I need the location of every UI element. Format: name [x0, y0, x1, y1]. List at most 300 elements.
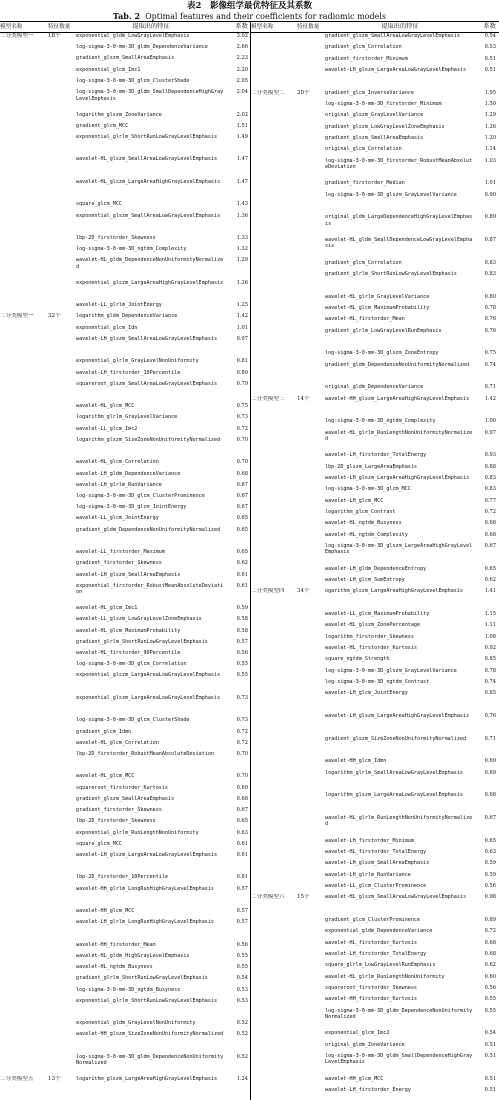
coef-cell: 0.83 — [484, 270, 496, 277]
model-cell — [251, 928, 297, 939]
count-cell — [48, 874, 76, 885]
feature-cell: wavelet-LH_gldm_DependenceEntropy — [325, 565, 427, 572]
table-row — [0, 785, 249, 796]
table-row — [251, 668, 499, 679]
count-cell — [48, 1031, 76, 1053]
table-row — [0, 695, 249, 717]
table-row — [251, 736, 499, 759]
coef-cell: 1.42 — [236, 313, 248, 320]
feature-cell: wavelet-LL_glcm_MaximumProbability — [325, 610, 430, 617]
coef-cell: 2.20 — [236, 66, 248, 73]
model-cell — [0, 302, 48, 313]
feature-cell: wavelet-LH_glrlm_LongRunHighGrayLevelEmphasis — [76, 919, 215, 926]
coef-cell: 0.78 — [484, 304, 496, 311]
feature-cell: wavelet-HH_glcm_MCC — [76, 908, 135, 915]
model-cell — [0, 123, 48, 134]
table-row — [0, 358, 249, 369]
feature-cell: exponential_glrlm_GrayLevelNonUniformity — [76, 358, 199, 365]
count-cell — [48, 381, 76, 403]
count-cell — [297, 464, 325, 475]
count-cell — [48, 841, 76, 852]
count-cell — [297, 690, 325, 713]
model-cell — [0, 246, 48, 257]
feature-cell: exponential_glcm_Imc1 — [76, 66, 141, 73]
coef-cell: 2.02 — [236, 111, 248, 118]
count-cell — [297, 124, 325, 135]
table-row — [251, 350, 499, 361]
count-cell — [297, 316, 325, 327]
feature-cell: square_glcm_MCC — [76, 201, 123, 208]
model-cell — [251, 509, 297, 520]
feature-cell: original_glszm_GrayLevelVariance — [325, 112, 424, 119]
model-cell — [251, 430, 297, 453]
table-row — [0, 1031, 249, 1053]
feature-cell: wavelet-HL_glszm_LargeAreaHighGrayLevelEmphasis — [76, 178, 221, 185]
table-row — [0, 381, 249, 403]
model-cell — [0, 336, 48, 358]
coef-cell: 1.47 — [236, 156, 248, 163]
count-cell — [48, 55, 76, 66]
feature-cell: lbp-2D_firstorder_Skewness — [76, 234, 156, 241]
table-row — [251, 135, 499, 146]
feature-cell: wavelet-LH_glszm_SmallAreaLowGrayLevelEmphasis — [76, 335, 218, 342]
count-cell — [48, 583, 76, 605]
count-cell — [297, 237, 325, 260]
model-cell — [251, 328, 297, 351]
model-cell — [251, 872, 297, 883]
header-coef: 系数 — [483, 23, 496, 30]
model-cell — [0, 44, 48, 55]
count-cell — [297, 498, 325, 509]
model-cell — [251, 996, 297, 1007]
model-cell — [251, 350, 297, 361]
count-cell — [48, 201, 76, 212]
feature-cell: square_glcm_MCC — [76, 840, 123, 847]
table-row — [0, 403, 249, 414]
table-row — [251, 872, 499, 883]
table-row — [0, 628, 249, 639]
count-cell — [297, 328, 325, 351]
feature-cell: wavelet-HL_gldm_HighGrayLevelEmphasis — [76, 952, 190, 959]
header-feature: 提取出的特征 — [132, 23, 170, 30]
model-cell — [0, 661, 48, 672]
count-cell — [297, 452, 325, 463]
table-caption-zh: 表2 影像组学最优特征及其系数 — [187, 1, 312, 11]
table-row — [0, 729, 249, 740]
feature-cell: wavelet-HH_glrlm_LongRunHighGrayLevelEmphasis — [76, 885, 215, 892]
table-row — [0, 661, 249, 672]
coef-cell: 1.36 — [236, 212, 248, 219]
table-row — [0, 919, 249, 941]
table-row — [0, 583, 249, 605]
table-row — [0, 493, 249, 504]
coef-cell: 0.63 — [484, 848, 496, 855]
coef-cell: 0.59 — [484, 871, 496, 878]
coef-cell: 0.55 — [484, 1007, 496, 1014]
coef-cell: 0.62 — [484, 962, 496, 969]
feature-cell: original_gldm_DependenceVariance — [325, 384, 424, 391]
table-row — [0, 605, 249, 616]
feature-cell: wavelet-LH_glrlm_RunVariance — [76, 481, 162, 488]
header-row-right — [251, 22, 499, 33]
coef-cell: 2.05 — [236, 77, 248, 84]
table-row — [0, 515, 249, 526]
coef-cell: 1.51 — [236, 122, 248, 129]
coef-cell: 0.55 — [236, 964, 248, 971]
coef-cell: 0.80 — [236, 369, 248, 376]
coef-cell: 0.56 — [484, 984, 496, 991]
feature-cell: wavelet-HL_glcm_Correlation — [76, 459, 159, 466]
table-row — [251, 951, 499, 962]
coef-cell: 0.89 — [484, 916, 496, 923]
table-row — [0, 908, 249, 919]
feature-cell: wavelet-HL_glcm_MaximumProbability — [325, 304, 430, 311]
feature-cell: wavelet-HH_firstorder_Mean — [76, 941, 156, 948]
table-row — [251, 1042, 499, 1053]
model-cell — [251, 758, 297, 769]
count-cell — [297, 770, 325, 793]
feature-cell: gradient_firstorder_Skewness — [76, 807, 162, 814]
coef-cell: 0.97 — [484, 429, 496, 436]
table-row — [0, 650, 249, 661]
count-cell — [48, 515, 76, 526]
table-row — [0, 964, 249, 975]
count-cell: 13个 — [48, 1076, 61, 1083]
feature-cell: wavelet-LH_glszm_LargeAreaHighGrayLevelEmphasis — [325, 474, 470, 481]
coef-cell: 0.57 — [236, 885, 248, 892]
count-cell — [48, 998, 76, 1020]
feature-cell: wavelet-HL_ngtdm_Complexity — [325, 531, 408, 538]
coef-cell: 0.72 — [236, 739, 248, 746]
feature-cell: gradient_firstorder_Skewness — [76, 560, 162, 567]
count-cell — [297, 815, 325, 838]
table-row — [251, 940, 499, 951]
coef-cell: 0.69 — [236, 784, 248, 791]
table-number: Tab. 2 — [112, 11, 141, 21]
coef-cell: 0.60 — [484, 973, 496, 980]
table-row — [251, 101, 499, 112]
feature-cell: log-sigma-3-0-mm-3D_glcm_ClusterShade — [76, 717, 190, 724]
header-count: 特征数量 — [297, 24, 320, 30]
coef-cell: 0.54 — [484, 1030, 496, 1037]
feature-cell: exponential_glrlm_ShortRunLowGrayLevelEmphasis — [76, 997, 218, 1004]
count-cell — [48, 426, 76, 437]
table-row — [251, 577, 499, 588]
table-row — [0, 235, 249, 246]
model-cell — [0, 560, 48, 571]
feature-cell: gradient_glszm_SmallAreaEmphasis — [325, 134, 424, 141]
feature-cell: log-sigma-3-0-mm-3D_gldm_DependenceNonUniformityNormalized — [76, 1053, 224, 1067]
right-table-body — [251, 33, 499, 1098]
coef-cell: 0.73 — [236, 694, 248, 701]
table-row — [251, 962, 499, 973]
count-cell — [48, 156, 76, 178]
count-cell — [48, 257, 76, 279]
table-row — [251, 656, 499, 667]
model-cell — [0, 953, 48, 964]
feature-cell: wavelet-LH_glszm_LargeAreaHighGrayLevelEmphasis — [325, 712, 470, 719]
count-cell — [48, 830, 76, 841]
model-cell — [251, 566, 297, 577]
table-row — [0, 112, 249, 123]
model-cell — [0, 987, 48, 998]
header-row-left — [0, 22, 249, 33]
model-cell — [0, 1054, 48, 1076]
table-title-en: Optimal features and their coefficients for radiomic models — [145, 12, 387, 21]
table-row — [0, 280, 249, 302]
feature-cell: wavelet-LH_glszm_LargeAreaLowGrayLevelEmphasis — [76, 851, 218, 858]
table-row — [251, 1087, 499, 1098]
model-cell — [251, 498, 297, 509]
feature-cell: wavelet-LL_firstorder_Maximum — [76, 549, 165, 556]
coef-cell: 0.62 — [236, 560, 248, 567]
table-row — [251, 271, 499, 294]
model-cell: 二分类模型三 — [251, 395, 285, 402]
model-cell — [0, 426, 48, 437]
model-cell — [251, 180, 297, 191]
coef-cell: 0.61 — [236, 874, 248, 881]
model-cell — [251, 815, 297, 838]
model-cell — [251, 418, 297, 429]
model-cell — [251, 486, 297, 497]
model-cell — [0, 717, 48, 728]
feature-cell: squareroot_firstorder_Kurtosis — [76, 784, 169, 791]
table-row — [251, 418, 499, 429]
model-cell — [251, 645, 297, 656]
coef-cell: 0.55 — [236, 661, 248, 668]
count-cell — [48, 650, 76, 661]
feature-cell: wavelet-LL_glrlm_JointEnergy — [76, 302, 162, 309]
header-model: 模型名称 — [251, 24, 274, 30]
count-cell — [48, 493, 76, 504]
header-coef: 系数 — [235, 23, 248, 30]
coef-cell: 1.01 — [484, 180, 496, 187]
feature-cell: logarithm_glcm_Contrast — [325, 508, 396, 515]
model-cell — [251, 146, 297, 157]
coef-cell: 0.55 — [236, 952, 248, 959]
count-cell — [297, 135, 325, 146]
model-cell — [251, 56, 297, 67]
model-cell — [0, 1020, 48, 1031]
coef-cell: 0.69 — [484, 769, 496, 776]
feature-cell: logarithm_glszm_ZoneVariance — [76, 111, 162, 118]
model-cell — [251, 736, 297, 759]
coef-cell: 0.59 — [236, 605, 248, 612]
table-row — [0, 1020, 249, 1031]
count-cell — [297, 112, 325, 123]
table-row — [251, 588, 499, 611]
feature-cell: exponential_glszm_LargeAreaLowGrayLevelEmphasis — [76, 672, 221, 679]
model-cell — [0, 695, 48, 717]
feature-cell: wavelet-LH_glrlm_RunVariance — [325, 871, 411, 878]
model-cell — [0, 796, 48, 807]
model-cell — [251, 135, 297, 146]
table-row — [0, 773, 249, 784]
model-cell — [0, 280, 48, 302]
table-row — [251, 622, 499, 633]
model-cell — [251, 294, 297, 305]
model-cell — [0, 482, 48, 493]
model-cell — [251, 668, 297, 679]
table-row — [251, 305, 499, 316]
count-cell — [48, 616, 76, 627]
count-cell — [297, 520, 325, 531]
coef-cell: 2.66 — [236, 44, 248, 51]
model-cell — [0, 213, 48, 235]
model-cell — [0, 830, 48, 841]
coef-cell: 0.56 — [236, 941, 248, 948]
feature-cell: square_glrlm_LowGrayLevelRunEmphasis — [325, 962, 436, 969]
model-cell — [251, 656, 297, 667]
feature-cell: exponential_glszm_LargeAreaLowGrayLevelEmphasis — [76, 694, 221, 701]
feature-cell: wavelet-HL_glszm_SmallAreaLowGrayLevelEmphasis — [325, 894, 467, 901]
coef-cell: 0.53 — [236, 986, 248, 993]
coef-cell: 0.68 — [236, 470, 248, 477]
count-cell — [297, 838, 325, 849]
table-row — [251, 860, 499, 871]
feature-cell: logarithm_glszm_SizeZoneNonUniformityNormalized — [76, 436, 221, 443]
table-row — [0, 471, 249, 482]
feature-cell: wavelet-LH_glcm_JointEnergy — [325, 690, 408, 697]
model-cell — [0, 112, 48, 123]
count-cell — [297, 180, 325, 191]
feature-cell: logarithm_glszm_LargeAreaLowGrayLevelEmphasis — [325, 792, 464, 799]
count-cell: 14个 — [297, 395, 310, 402]
count-cell — [48, 403, 76, 414]
model-cell — [0, 471, 48, 482]
model-cell — [0, 515, 48, 526]
table-row — [0, 751, 249, 773]
table-row — [251, 146, 499, 157]
table-row — [251, 1030, 499, 1041]
right-column — [251, 22, 499, 1098]
feature-cell: wavelet-HH_firstorder_Kurtosis — [325, 996, 418, 1003]
table-row — [251, 1053, 499, 1076]
count-cell — [297, 736, 325, 759]
coef-cell: 2.23 — [236, 55, 248, 62]
model-cell — [251, 316, 297, 327]
table-row — [0, 55, 249, 66]
count-cell — [297, 260, 325, 271]
coef-cell: 0.73 — [236, 414, 248, 421]
feature-cell: wavelet-LL_glcm_JointEnergy — [76, 515, 159, 522]
table-row — [0, 740, 249, 751]
model-cell — [251, 577, 297, 588]
feature-cell: exponential_glrlm_ShortRunLowGrayLevelEmphasis — [76, 133, 218, 140]
coef-cell: 0.58 — [236, 616, 248, 623]
coef-cell: 0.52 — [236, 1031, 248, 1038]
table-row — [251, 56, 499, 67]
count-cell — [48, 89, 76, 111]
coef-cell: 0.67 — [484, 542, 496, 549]
count-cell — [297, 860, 325, 871]
table-row — [251, 90, 499, 101]
coef-cell: 0.54 — [484, 33, 496, 39]
coef-cell: 1.50 — [484, 100, 496, 107]
model-cell — [0, 235, 48, 246]
coef-cell: 0.52 — [236, 1053, 248, 1060]
feature-cell: wavelet-LH_firstorder_Minimum — [325, 837, 414, 844]
count-cell — [297, 917, 325, 928]
model-cell — [0, 459, 48, 470]
count-cell — [297, 146, 325, 157]
count-cell — [297, 1053, 325, 1076]
table-row — [251, 452, 499, 463]
feature-cell: wavelet-HL_glcm_Correlation — [76, 739, 159, 746]
model-cell — [0, 78, 48, 89]
model-cell — [0, 358, 48, 369]
coef-cell: 0.74 — [484, 361, 496, 368]
count-cell — [297, 962, 325, 973]
model-cell — [251, 860, 297, 871]
coef-cell: 0.67 — [236, 481, 248, 488]
feature-cell: wavelet-LH_glcm_MCC — [325, 497, 384, 504]
count-cell — [48, 527, 76, 549]
coef-cell: 2.04 — [236, 89, 248, 96]
count-cell — [48, 549, 76, 560]
feature-cell: log-sigma-3-0-mm-3D_glcm_MCC — [325, 486, 411, 493]
table-row — [0, 953, 249, 964]
coef-cell: 0.72 — [484, 928, 496, 935]
table-row — [0, 437, 249, 459]
model-cell — [0, 381, 48, 403]
model-cell — [251, 1030, 297, 1041]
coef-cell: 0.70 — [236, 751, 248, 757]
feature-cell: exponential_glszm_LargeAreaHighGrayLevelEmphasis — [76, 279, 224, 286]
feature-cell: gradient_gldm_DependenceNonUniformityNormalized — [76, 526, 221, 533]
feature-cell: wavelet-LH_firstorder_Energy — [325, 1086, 411, 1093]
table-row — [251, 1008, 499, 1031]
feature-cell: wavelet-HH_glcm_MCC — [325, 1075, 384, 1082]
model-cell — [251, 770, 297, 793]
feature-cell: wavelet-HL_glcm_MCC — [76, 773, 135, 780]
count-cell — [297, 622, 325, 633]
coef-cell: 1.25 — [236, 302, 248, 309]
coef-cell: 0.93 — [484, 452, 496, 459]
model-cell — [251, 1008, 297, 1031]
coef-cell: 0.83 — [484, 486, 496, 493]
table-row — [251, 815, 499, 838]
feature-cell: wavelet-HL_firstorder_Kurtosis — [325, 939, 418, 946]
model-cell — [251, 1087, 297, 1098]
feature-cell: wavelet-HL_glrlm_RunLengthNonUniformityNormalized — [325, 429, 473, 443]
count-cell — [48, 785, 76, 796]
count-cell — [297, 362, 325, 385]
table-row — [0, 336, 249, 358]
model-cell — [0, 919, 48, 941]
table-row — [251, 838, 499, 849]
model-cell — [0, 325, 48, 336]
model-cell — [251, 305, 297, 316]
model-cell — [251, 611, 297, 622]
coef-cell: 0.68 — [484, 531, 496, 538]
feature-cell: squareroot_glszm_SmallAreaLowGrayLevelEmphasis — [76, 380, 218, 387]
count-cell — [297, 475, 325, 486]
table-row — [251, 713, 499, 736]
count-cell — [48, 414, 76, 425]
count-cell — [48, 919, 76, 941]
count-cell — [297, 928, 325, 939]
model-cell — [251, 67, 297, 90]
model-cell — [251, 214, 297, 237]
coef-cell: 0.57 — [236, 908, 248, 915]
table-row — [251, 112, 499, 123]
model-cell: 二分类模型一 — [0, 313, 34, 320]
table-row — [251, 974, 499, 985]
model-cell — [251, 679, 297, 690]
feature-cell: gradient_glcm_ClusterProminence — [325, 916, 421, 923]
table-row — [0, 987, 249, 998]
